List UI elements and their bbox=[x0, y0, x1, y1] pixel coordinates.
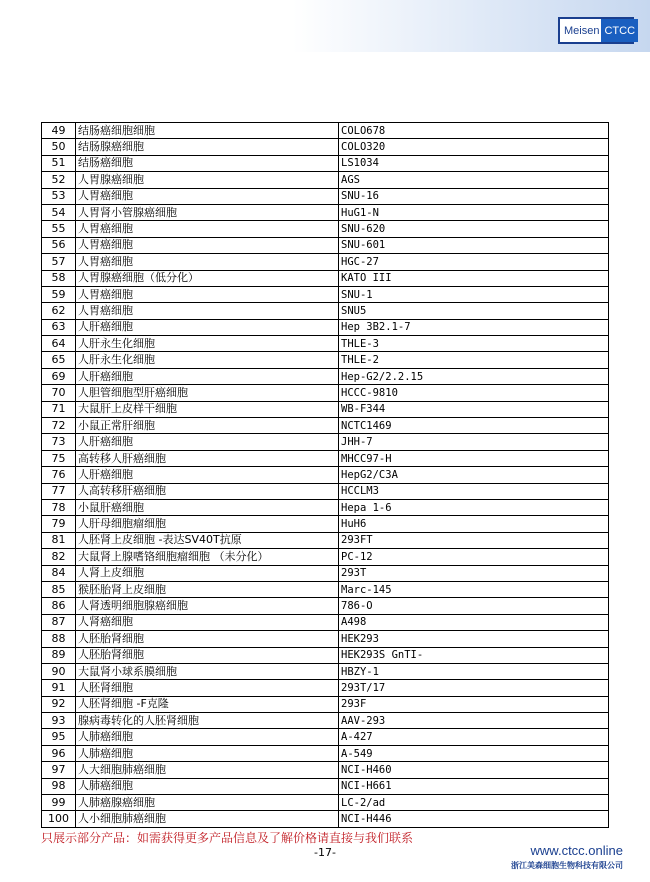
row-number: 70 bbox=[42, 385, 76, 401]
footer-notice: 只展示部分产品：如需获得更多产品信息及了解价格请直接与我们联系 bbox=[41, 831, 414, 845]
row-number: 100 bbox=[42, 811, 76, 827]
table-row bbox=[42, 204, 609, 220]
cell-name: 人胃腺癌细胞 bbox=[76, 172, 339, 188]
cell-name: 人肝母细胞瘤细胞 bbox=[76, 516, 339, 532]
cell-name: 人肾透明细胞腺癌细胞 bbox=[76, 598, 339, 614]
cell-name: 猴胚胎肾上皮细胞 bbox=[76, 581, 339, 597]
table-row bbox=[42, 762, 609, 778]
row-number: 95 bbox=[42, 729, 76, 745]
cell-code: 293FT bbox=[339, 532, 609, 548]
cell-name: 高转移人肝癌细胞 bbox=[76, 450, 339, 466]
cell-code: NCI-H460 bbox=[339, 762, 609, 778]
cell-code: HepG2/C3A bbox=[339, 467, 609, 483]
cell-code: A-549 bbox=[339, 745, 609, 761]
cell-name: 大鼠肝上皮样干细胞 bbox=[76, 401, 339, 417]
cell-name: 小鼠肝癌细胞 bbox=[76, 499, 339, 515]
cell-code: JHH-7 bbox=[339, 434, 609, 450]
table-row bbox=[42, 188, 609, 204]
row-number: 90 bbox=[42, 663, 76, 679]
table-row bbox=[42, 795, 609, 811]
row-number: 71 bbox=[42, 401, 76, 417]
cell-name: 人小细胞肺癌细胞 bbox=[76, 811, 339, 827]
cell-name: 人胃癌细胞 bbox=[76, 303, 339, 319]
row-number: 65 bbox=[42, 352, 76, 368]
table-row bbox=[42, 663, 609, 679]
table-row bbox=[42, 368, 609, 384]
table-row bbox=[42, 745, 609, 761]
table-row bbox=[42, 254, 609, 270]
cell-name: 人胃腺癌细胞（低分化） bbox=[76, 270, 339, 286]
cell-code: KATO III bbox=[339, 270, 609, 286]
table-row bbox=[42, 139, 609, 155]
row-number: 73 bbox=[42, 434, 76, 450]
cell-code: A-427 bbox=[339, 729, 609, 745]
logo-text-meisen: Meisen bbox=[560, 19, 601, 42]
cell-name: 人胚肾细胞 bbox=[76, 680, 339, 696]
table-row bbox=[42, 516, 609, 532]
table-row bbox=[42, 303, 609, 319]
cell-name: 人肝癌细胞 bbox=[76, 467, 339, 483]
cell-code: HuG1-N bbox=[339, 204, 609, 220]
table-row bbox=[42, 614, 609, 630]
row-number: 85 bbox=[42, 581, 76, 597]
table-row bbox=[42, 450, 609, 466]
cell-code: LC-2/ad bbox=[339, 795, 609, 811]
row-number: 54 bbox=[42, 204, 76, 220]
cell-name: 大鼠肾上腺嗜铬细胞瘤细胞 （未分化） bbox=[76, 549, 339, 565]
row-number: 92 bbox=[42, 696, 76, 712]
row-number: 52 bbox=[42, 172, 76, 188]
table-row bbox=[42, 598, 609, 614]
cell-code: 293F bbox=[339, 696, 609, 712]
row-number: 76 bbox=[42, 467, 76, 483]
cell-name: 人肝癌细胞 bbox=[76, 319, 339, 335]
cell-name: 人胚胎肾细胞 bbox=[76, 631, 339, 647]
cell-name: 大鼠肾小球系膜细胞 bbox=[76, 663, 339, 679]
row-number: 91 bbox=[42, 680, 76, 696]
cell-name: 人胚胎肾细胞 bbox=[76, 647, 339, 663]
cell-code: SNU-16 bbox=[339, 188, 609, 204]
cell-name: 人肺癌细胞 bbox=[76, 778, 339, 794]
row-number: 98 bbox=[42, 778, 76, 794]
table-row bbox=[42, 713, 609, 729]
row-number: 57 bbox=[42, 254, 76, 270]
row-number: 49 bbox=[42, 123, 76, 139]
company-logo bbox=[558, 17, 634, 44]
cell-code: WB-F344 bbox=[339, 401, 609, 417]
table-row bbox=[42, 499, 609, 515]
cell-name: 人肺癌细胞 bbox=[76, 729, 339, 745]
header-band bbox=[0, 0, 650, 52]
table-row bbox=[42, 352, 609, 368]
cell-code: AGS bbox=[339, 172, 609, 188]
table-row bbox=[42, 270, 609, 286]
cell-code: SNU-1 bbox=[339, 286, 609, 302]
cell-code: Hep 3B2.1-7 bbox=[339, 319, 609, 335]
row-number: 62 bbox=[42, 303, 76, 319]
row-number: 78 bbox=[42, 499, 76, 515]
cell-name: 人肾上皮细胞 bbox=[76, 565, 339, 581]
table-row bbox=[42, 336, 609, 352]
table-row bbox=[42, 532, 609, 548]
table-row bbox=[42, 483, 609, 499]
table-row bbox=[42, 418, 609, 434]
table-row bbox=[42, 172, 609, 188]
cell-code: HBZY-1 bbox=[339, 663, 609, 679]
row-number: 97 bbox=[42, 762, 76, 778]
table-row bbox=[42, 581, 609, 597]
cell-code: HGC-27 bbox=[339, 254, 609, 270]
row-number: 53 bbox=[42, 188, 76, 204]
row-number: 64 bbox=[42, 336, 76, 352]
table-row bbox=[42, 286, 609, 302]
cell-name: 小鼠正常肝细胞 bbox=[76, 418, 339, 434]
cell-code: SNU-620 bbox=[339, 221, 609, 237]
logo-text-ctcc: CTCC bbox=[601, 19, 638, 42]
row-number: 82 bbox=[42, 549, 76, 565]
cell-name: 结肠癌细胞 bbox=[76, 155, 339, 171]
cell-name: 人肾癌细胞 bbox=[76, 614, 339, 630]
cell-name: 人肝永生化细胞 bbox=[76, 336, 339, 352]
cell-code: HuH6 bbox=[339, 516, 609, 532]
table-row bbox=[42, 221, 609, 237]
cell-name: 人胚肾上皮细胞 -表达SV40T抗原 bbox=[76, 532, 339, 548]
cell-code: NCTC1469 bbox=[339, 418, 609, 434]
table-row bbox=[42, 434, 609, 450]
row-number: 58 bbox=[42, 270, 76, 286]
row-number: 75 bbox=[42, 450, 76, 466]
table-row bbox=[42, 729, 609, 745]
cell-name: 人肝癌细胞 bbox=[76, 434, 339, 450]
cell-name: 人肺癌腺癌细胞 bbox=[76, 795, 339, 811]
cell-code: SNU-601 bbox=[339, 237, 609, 253]
cell-name: 人胚肾细胞 -F克隆 bbox=[76, 696, 339, 712]
cell-code: Marc-145 bbox=[339, 581, 609, 597]
cell-name: 人肝永生化细胞 bbox=[76, 352, 339, 368]
row-number: 72 bbox=[42, 418, 76, 434]
table-row bbox=[42, 467, 609, 483]
company-name: 浙江美森细胞生物科技有限公司 bbox=[511, 861, 623, 870]
table-row bbox=[42, 811, 609, 827]
cell-name: 人肝癌细胞 bbox=[76, 368, 339, 384]
cell-code: COLO678 bbox=[339, 123, 609, 139]
table-row bbox=[42, 155, 609, 171]
cell-code: HEK293S GnTI- bbox=[339, 647, 609, 663]
cell-code: SNU5 bbox=[339, 303, 609, 319]
row-number: 63 bbox=[42, 319, 76, 335]
cell-code: 786-O bbox=[339, 598, 609, 614]
table-row bbox=[42, 319, 609, 335]
cell-code: LS1034 bbox=[339, 155, 609, 171]
row-number: 81 bbox=[42, 532, 76, 548]
cell-code: HCCC-9810 bbox=[339, 385, 609, 401]
row-number: 99 bbox=[42, 795, 76, 811]
cell-code: HEK293 bbox=[339, 631, 609, 647]
cell-name: 人胃癌细胞 bbox=[76, 188, 339, 204]
cell-name: 结肠腺癌细胞 bbox=[76, 139, 339, 155]
table-row bbox=[42, 778, 609, 794]
page-number: -17- bbox=[314, 846, 336, 859]
cell-code: 293T bbox=[339, 565, 609, 581]
row-number: 55 bbox=[42, 221, 76, 237]
table-row bbox=[42, 565, 609, 581]
cell-name: 结肠癌细胞细胞 bbox=[76, 123, 339, 139]
cell-code: THLE-3 bbox=[339, 336, 609, 352]
cell-code: A498 bbox=[339, 614, 609, 630]
row-number: 50 bbox=[42, 139, 76, 155]
table-row bbox=[42, 631, 609, 647]
table-body bbox=[42, 123, 609, 828]
cell-code: 293T/17 bbox=[339, 680, 609, 696]
cell-line-table bbox=[41, 122, 609, 828]
row-number: 69 bbox=[42, 368, 76, 384]
row-number: 79 bbox=[42, 516, 76, 532]
row-number: 84 bbox=[42, 565, 76, 581]
table-row bbox=[42, 647, 609, 663]
row-number: 87 bbox=[42, 614, 76, 630]
table-row bbox=[42, 549, 609, 565]
cell-code: THLE-2 bbox=[339, 352, 609, 368]
table-row bbox=[42, 385, 609, 401]
row-number: 88 bbox=[42, 631, 76, 647]
row-number: 51 bbox=[42, 155, 76, 171]
row-number: 59 bbox=[42, 286, 76, 302]
table-row bbox=[42, 401, 609, 417]
cell-code: Hepa 1-6 bbox=[339, 499, 609, 515]
table-row bbox=[42, 123, 609, 139]
row-number: 86 bbox=[42, 598, 76, 614]
cell-code: Hep-G2/2.2.15 bbox=[339, 368, 609, 384]
cell-name: 人高转移肝癌细胞 bbox=[76, 483, 339, 499]
cell-name: 人胃肾小管腺癌细胞 bbox=[76, 204, 339, 220]
cell-code: HCCLM3 bbox=[339, 483, 609, 499]
table-row bbox=[42, 237, 609, 253]
table-row bbox=[42, 680, 609, 696]
cell-code: NCI-H446 bbox=[339, 811, 609, 827]
row-number: 93 bbox=[42, 713, 76, 729]
cell-code: PC-12 bbox=[339, 549, 609, 565]
cell-code: MHCC97-H bbox=[339, 450, 609, 466]
cell-name: 人胃癌细胞 bbox=[76, 221, 339, 237]
cell-name: 人胃癌细胞 bbox=[76, 254, 339, 270]
cell-name: 人肺癌细胞 bbox=[76, 745, 339, 761]
cell-name: 人胆管细胞型肝癌细胞 bbox=[76, 385, 339, 401]
cell-name: 腺病毒转化的人胚肾细胞 bbox=[76, 713, 339, 729]
row-number: 96 bbox=[42, 745, 76, 761]
cell-name: 人胃癌细胞 bbox=[76, 237, 339, 253]
cell-name: 人大细胞肺癌细胞 bbox=[76, 762, 339, 778]
cell-code: NCI-H661 bbox=[339, 778, 609, 794]
cell-name: 人胃癌细胞 bbox=[76, 286, 339, 302]
cell-code: COLO320 bbox=[339, 139, 609, 155]
row-number: 89 bbox=[42, 647, 76, 663]
website-link[interactable]: www.ctcc.online bbox=[530, 843, 623, 858]
cell-code: AAV-293 bbox=[339, 713, 609, 729]
row-number: 77 bbox=[42, 483, 76, 499]
row-number: 56 bbox=[42, 237, 76, 253]
table-row bbox=[42, 696, 609, 712]
